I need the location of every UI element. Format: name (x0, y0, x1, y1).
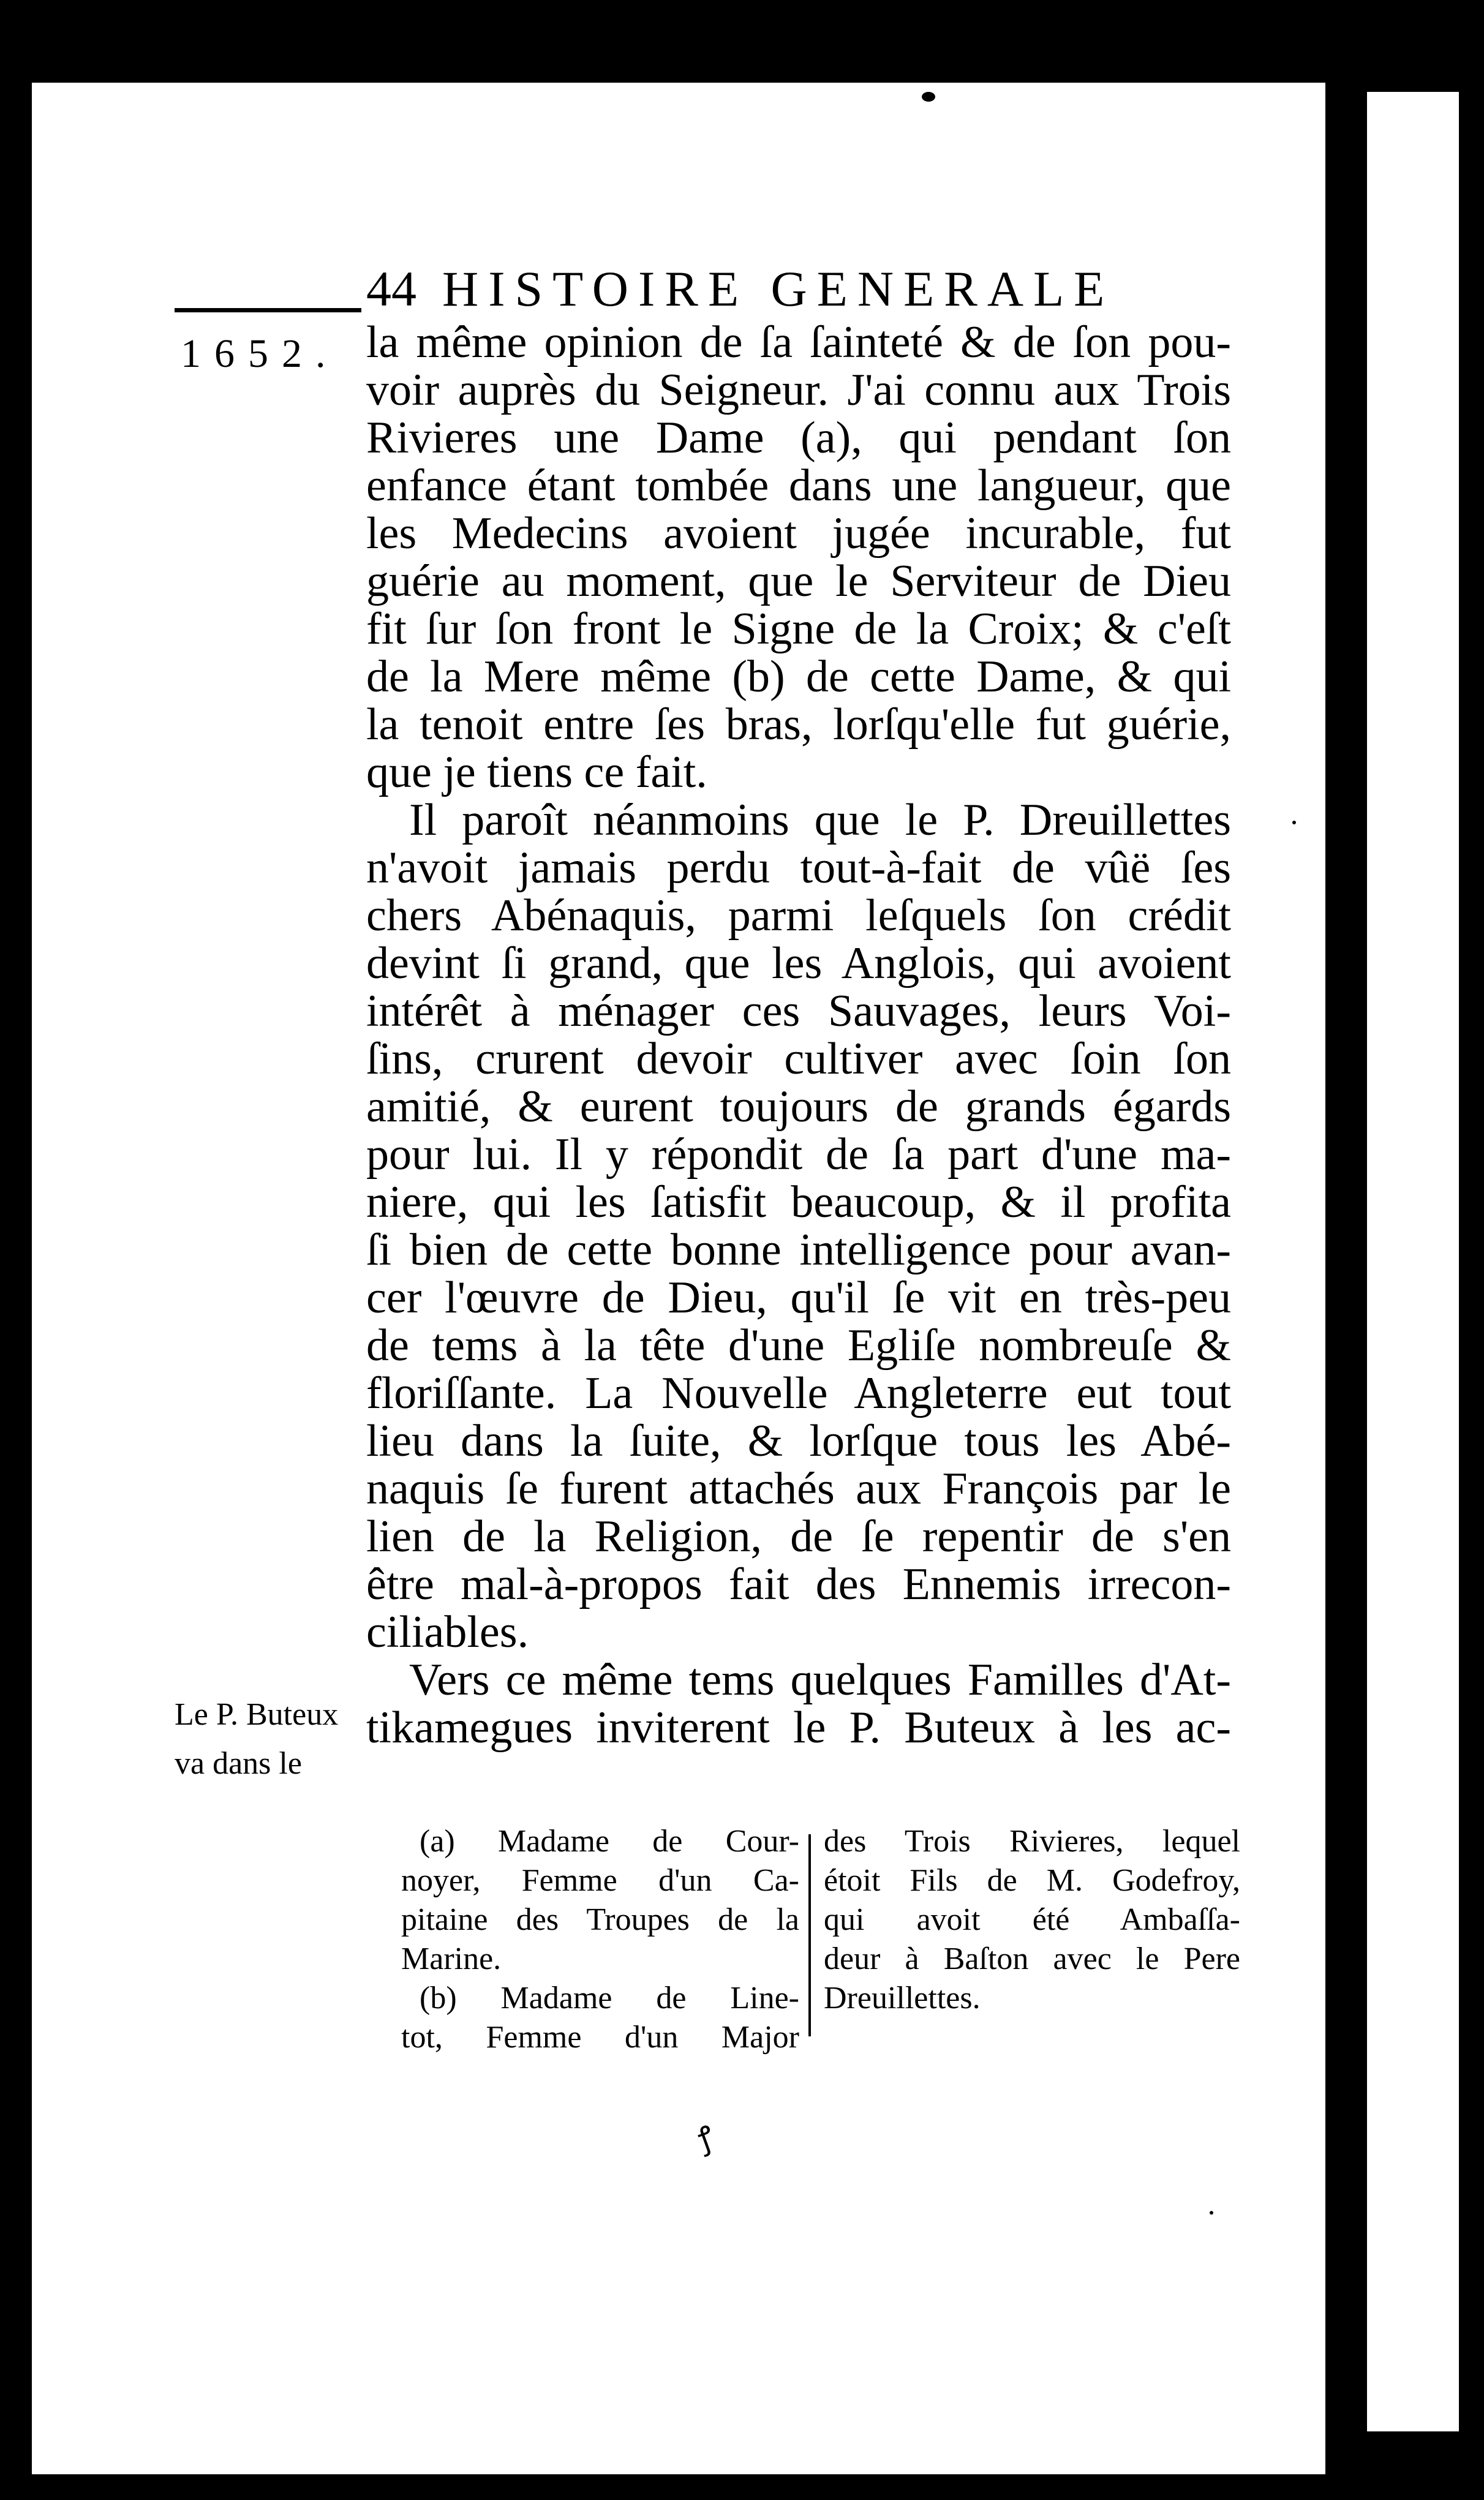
text-line: étoit Fils de M. Godefroy, (824, 1863, 1240, 1898)
text-line: qui avoit été Ambaſſa- (824, 1902, 1240, 1937)
text-line: Rivieres une Dame (a), qui pendant ſon (366, 413, 1231, 463)
footnote-column-right (824, 1822, 1240, 2018)
text-line: devint ſi grand, que les Anglois, qui avoient (366, 938, 1231, 988)
main-text (366, 318, 1231, 1752)
text-line: intérêt à ménager ces Sauvages, leurs Voi- (366, 986, 1231, 1036)
speck (922, 92, 935, 102)
text-line: voir auprès du Seigneur. J'ai connu aux Trois (366, 365, 1231, 415)
footnote-column-left (401, 1822, 799, 2057)
text-line: naquis ſe furent attachés aux François par le (366, 1464, 1231, 1514)
text-line: ciliables. (366, 1607, 529, 1657)
text-line: la même opinion de ſa ſainteté & de ſon pou- (366, 317, 1231, 367)
speck (1292, 821, 1296, 824)
facing-page-edge (1367, 92, 1459, 2431)
text-line: ſins, crurent devoir cultiver avec ſoin ſon (366, 1034, 1231, 1084)
text-line: Il paroît néanmoins que le P. Dreuillettes (409, 795, 1231, 845)
text-line: deur à Baſton avec le Pere (824, 1941, 1240, 1976)
text-line: des Trois Rivieres, lequel (824, 1824, 1240, 1859)
text-line: lien de la Religion, de ſe repentir de s'en (366, 1512, 1231, 1562)
margin-note (175, 1690, 338, 1788)
text-line: la tenoit entre ſes bras, lorſqu'elle fut guérie, (366, 699, 1231, 750)
text-line: n'avoit jamais perdu tout-à-fait de vûë ſes (366, 843, 1231, 893)
signature-mark: ꝭ (693, 2119, 719, 2157)
text-line: chers Abénaquis, parmi leſquels ſon crédit (366, 890, 1231, 941)
text-line: floriſſante. La Nouvelle Angleterre eut tout (366, 1368, 1231, 1418)
text-line: Vers ce même tems quelques Familles d'At- (409, 1655, 1231, 1705)
text-line: Dreuillettes. (824, 1981, 981, 2016)
text-line: Marine. (401, 1941, 502, 1976)
text-line: pour lui. Il y répondit de ſa part d'une ma- (366, 1129, 1231, 1180)
text-line: (a) Madame de Cour- (420, 1824, 799, 1859)
text-line: niere, qui les ſatisfit beaucoup, & il profita (366, 1177, 1231, 1227)
text-line: fit ſur ſon front le Signe de la Croix; & c'eſt (366, 604, 1231, 654)
text-line: ſi bien de cette bonne intelligence pour avan- (366, 1225, 1231, 1275)
margin-note-line: va dans le (175, 1746, 302, 1781)
text-line: tot, Femme d'un Major (401, 2020, 799, 2055)
text-line: lieu dans la ſuite, & lorſque tous les Abé- (366, 1416, 1231, 1466)
page-number: 44 (366, 261, 416, 317)
running-title: HISTOIRE GENERALE (442, 261, 1115, 317)
text-line: de la Mere même (b) de cette Dame, & qui (366, 652, 1231, 702)
text-line: guérie au moment, que le Serviteur de Dieu (366, 556, 1231, 606)
footnotes (401, 1822, 1240, 2079)
page-header (366, 260, 1114, 318)
text-line: (b) Madame de Line- (420, 1981, 799, 2016)
text-line: de tems à la tête d'une Egliſe nombreuſe & (366, 1320, 1231, 1371)
text-line: tikamegues inviterent le P. Buteux à les ac- (366, 1703, 1231, 1753)
margin-rule (175, 308, 361, 312)
text-line: enfance étant tombée dans une langueur, que (366, 461, 1231, 511)
text-line: pitaine des Troupes de la (401, 1902, 799, 1937)
text-line: cer l'œuvre de Dieu, qu'il ſe vit en très-peu (366, 1273, 1231, 1323)
text-line: être mal-à-propos fait des Ennemis irrecon- (366, 1559, 1231, 1610)
margin-year: 1652. (181, 331, 339, 376)
margin-note-line: Le P. Buteux (175, 1697, 339, 1732)
text-line: que je tiens ce fait. (366, 747, 707, 797)
text-line: noyer, Femme d'un Ca- (401, 1863, 799, 1898)
footnote-divider (808, 1834, 811, 2036)
text-line: amitié, & eurent toujours de grands égards (366, 1082, 1231, 1132)
speck (1210, 2211, 1213, 2215)
text-line: les Medecins avoient jugée incurable, fut (366, 508, 1231, 559)
